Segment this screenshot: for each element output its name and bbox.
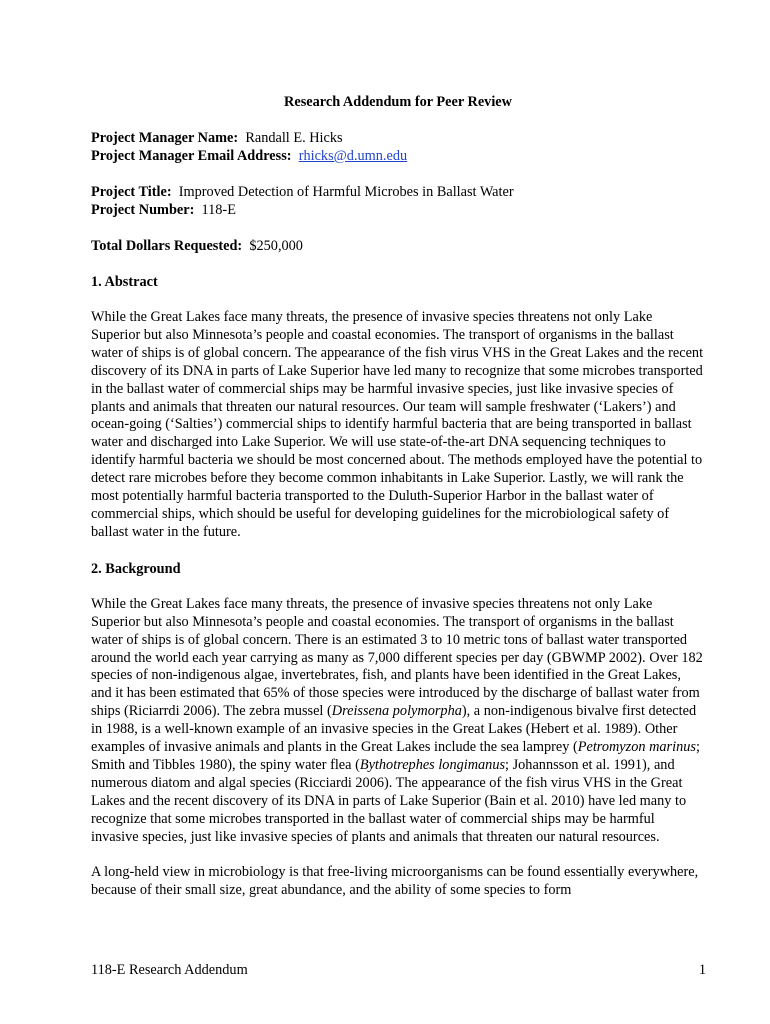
page-footer: [91, 961, 706, 979]
project-title-line: [91, 183, 705, 201]
species-spiny-water-flea: Bythotrephes longimanus: [359, 756, 506, 773]
page-number: 1: [698, 962, 706, 978]
pm-name-line: [91, 129, 705, 147]
dollars-label: Total Dollars Requested:: [91, 238, 243, 254]
document-page: [91, 93, 705, 900]
pm-name-label: Project Manager Name:: [91, 130, 239, 146]
abstract-heading: 1. Abstract: [91, 274, 158, 290]
background-paragraph-2: A long-held view in microbiology is that free-living microorganisms can be found essentially everywhere, because of their small size, great abundance, and the ability of some species to form: [91, 864, 699, 899]
pm-email-line: [91, 147, 705, 165]
background-paragraph-1: [91, 596, 705, 847]
dollars-value: $250,000: [249, 238, 303, 254]
background-text-b: ), a non-indigenous bivalve first detected in 1988, is a well-known example of an invasive species in the Great Lakes (Hebert et al. 1989). Other examples of invasive animals and plants in the Great Lakes include the sea lamprey (: [91, 703, 697, 756]
background-text-a: While the Great Lakes face many threats, the presence of invasive species threatens not only Lake Superior but also Minnesota’s people and coastal economies. The transport of organisms in the ballast water of ships is of global concern. There is an estimated 3 to 10 metric tons of ballast water transported around the world each year carrying as many as 7,000 different species per day (GBWMP 2002). Over 182 species of non-indigenous algae, invertebrates, fish, and plants have been identified in the Great Lakes, and it has been estimated that 65% of those species were introduced by the discharge of ballast water from ships (Riciarrdi 2006). The zebra mussel (: [91, 595, 703, 720]
project-title: Improved Detection of Harmful Microbes in Ballast Water: [178, 184, 514, 200]
background-text-d: ; Johannsson et al. 1991), and numerous diatom and algal species (Ricciardi 2006). The appearance of the fish virus VHS in the Great Lakes and the recent discovery of its DNA in parts of Lake Superior (Bain et al. 2010) have led many to recognize that some microbes transported in the ballast water of commercial ships may be harmful invasive species, just like invasive species of plants and animals that threaten our natural resources.: [91, 756, 687, 845]
pm-name: Randall E. Hicks: [245, 130, 343, 146]
footer-label: 118-E Research Addendum: [91, 962, 248, 978]
pm-email-label: Project Manager Email Address:: [91, 148, 292, 164]
dollars-line: [91, 237, 705, 255]
background-text-c: ; Smith and Tibbles 1980), the spiny water flea (: [91, 739, 700, 773]
species-zebra-mussel: Dreissena polymorpha: [331, 703, 462, 720]
document-title: Research Addendum for Peer Review: [284, 94, 512, 110]
project-number-line: [91, 201, 705, 219]
species-sea-lamprey: Petromyzon marinus: [577, 739, 696, 756]
abstract-paragraph: While the Great Lakes face many threats, the presence of invasive species threatens not only Lake Superior but also Minnesota’s people and coastal economies. The transport of organisms in the ballast water of ships is of global concern. The appearance of the fish virus VHS in the Great Lakes and the recent discovery of its DNA in parts of Lake Superior have led many to recognize that some microbes transported in the ballast water of commercial ships may be harmful invasive species, just like invasive species of plants and animals that threaten our natural resources. Our team will sample freshwater (‘Lakers’) and ocean-going (‘Salties’) commercial ships to identify harmful bacteria that are being transported in ballast water and discharged into Lake Superior. We will use state-of-the-art DNA sequencing techniques to identify harmful bacteria we should be most concerned about. The methods employed have the potential to detect rare microbes before they become common inhabitants in Lake Superior. Lastly, we will rank the most potentially harmful bacteria transported to the Duluth-Superior Harbor in the ballast water of commercial ships, which should be useful for developing guidelines for the microbiological safety of ballast water in the future.: [91, 309, 704, 540]
pm-email-link[interactable]: rhicks@d.umn.edu: [298, 148, 408, 164]
project-number-label: Project Number:: [91, 202, 195, 218]
project-number: 118-E: [201, 202, 236, 218]
background-heading: 2. Background: [91, 560, 181, 577]
project-title-label: Project Title:: [91, 184, 172, 200]
